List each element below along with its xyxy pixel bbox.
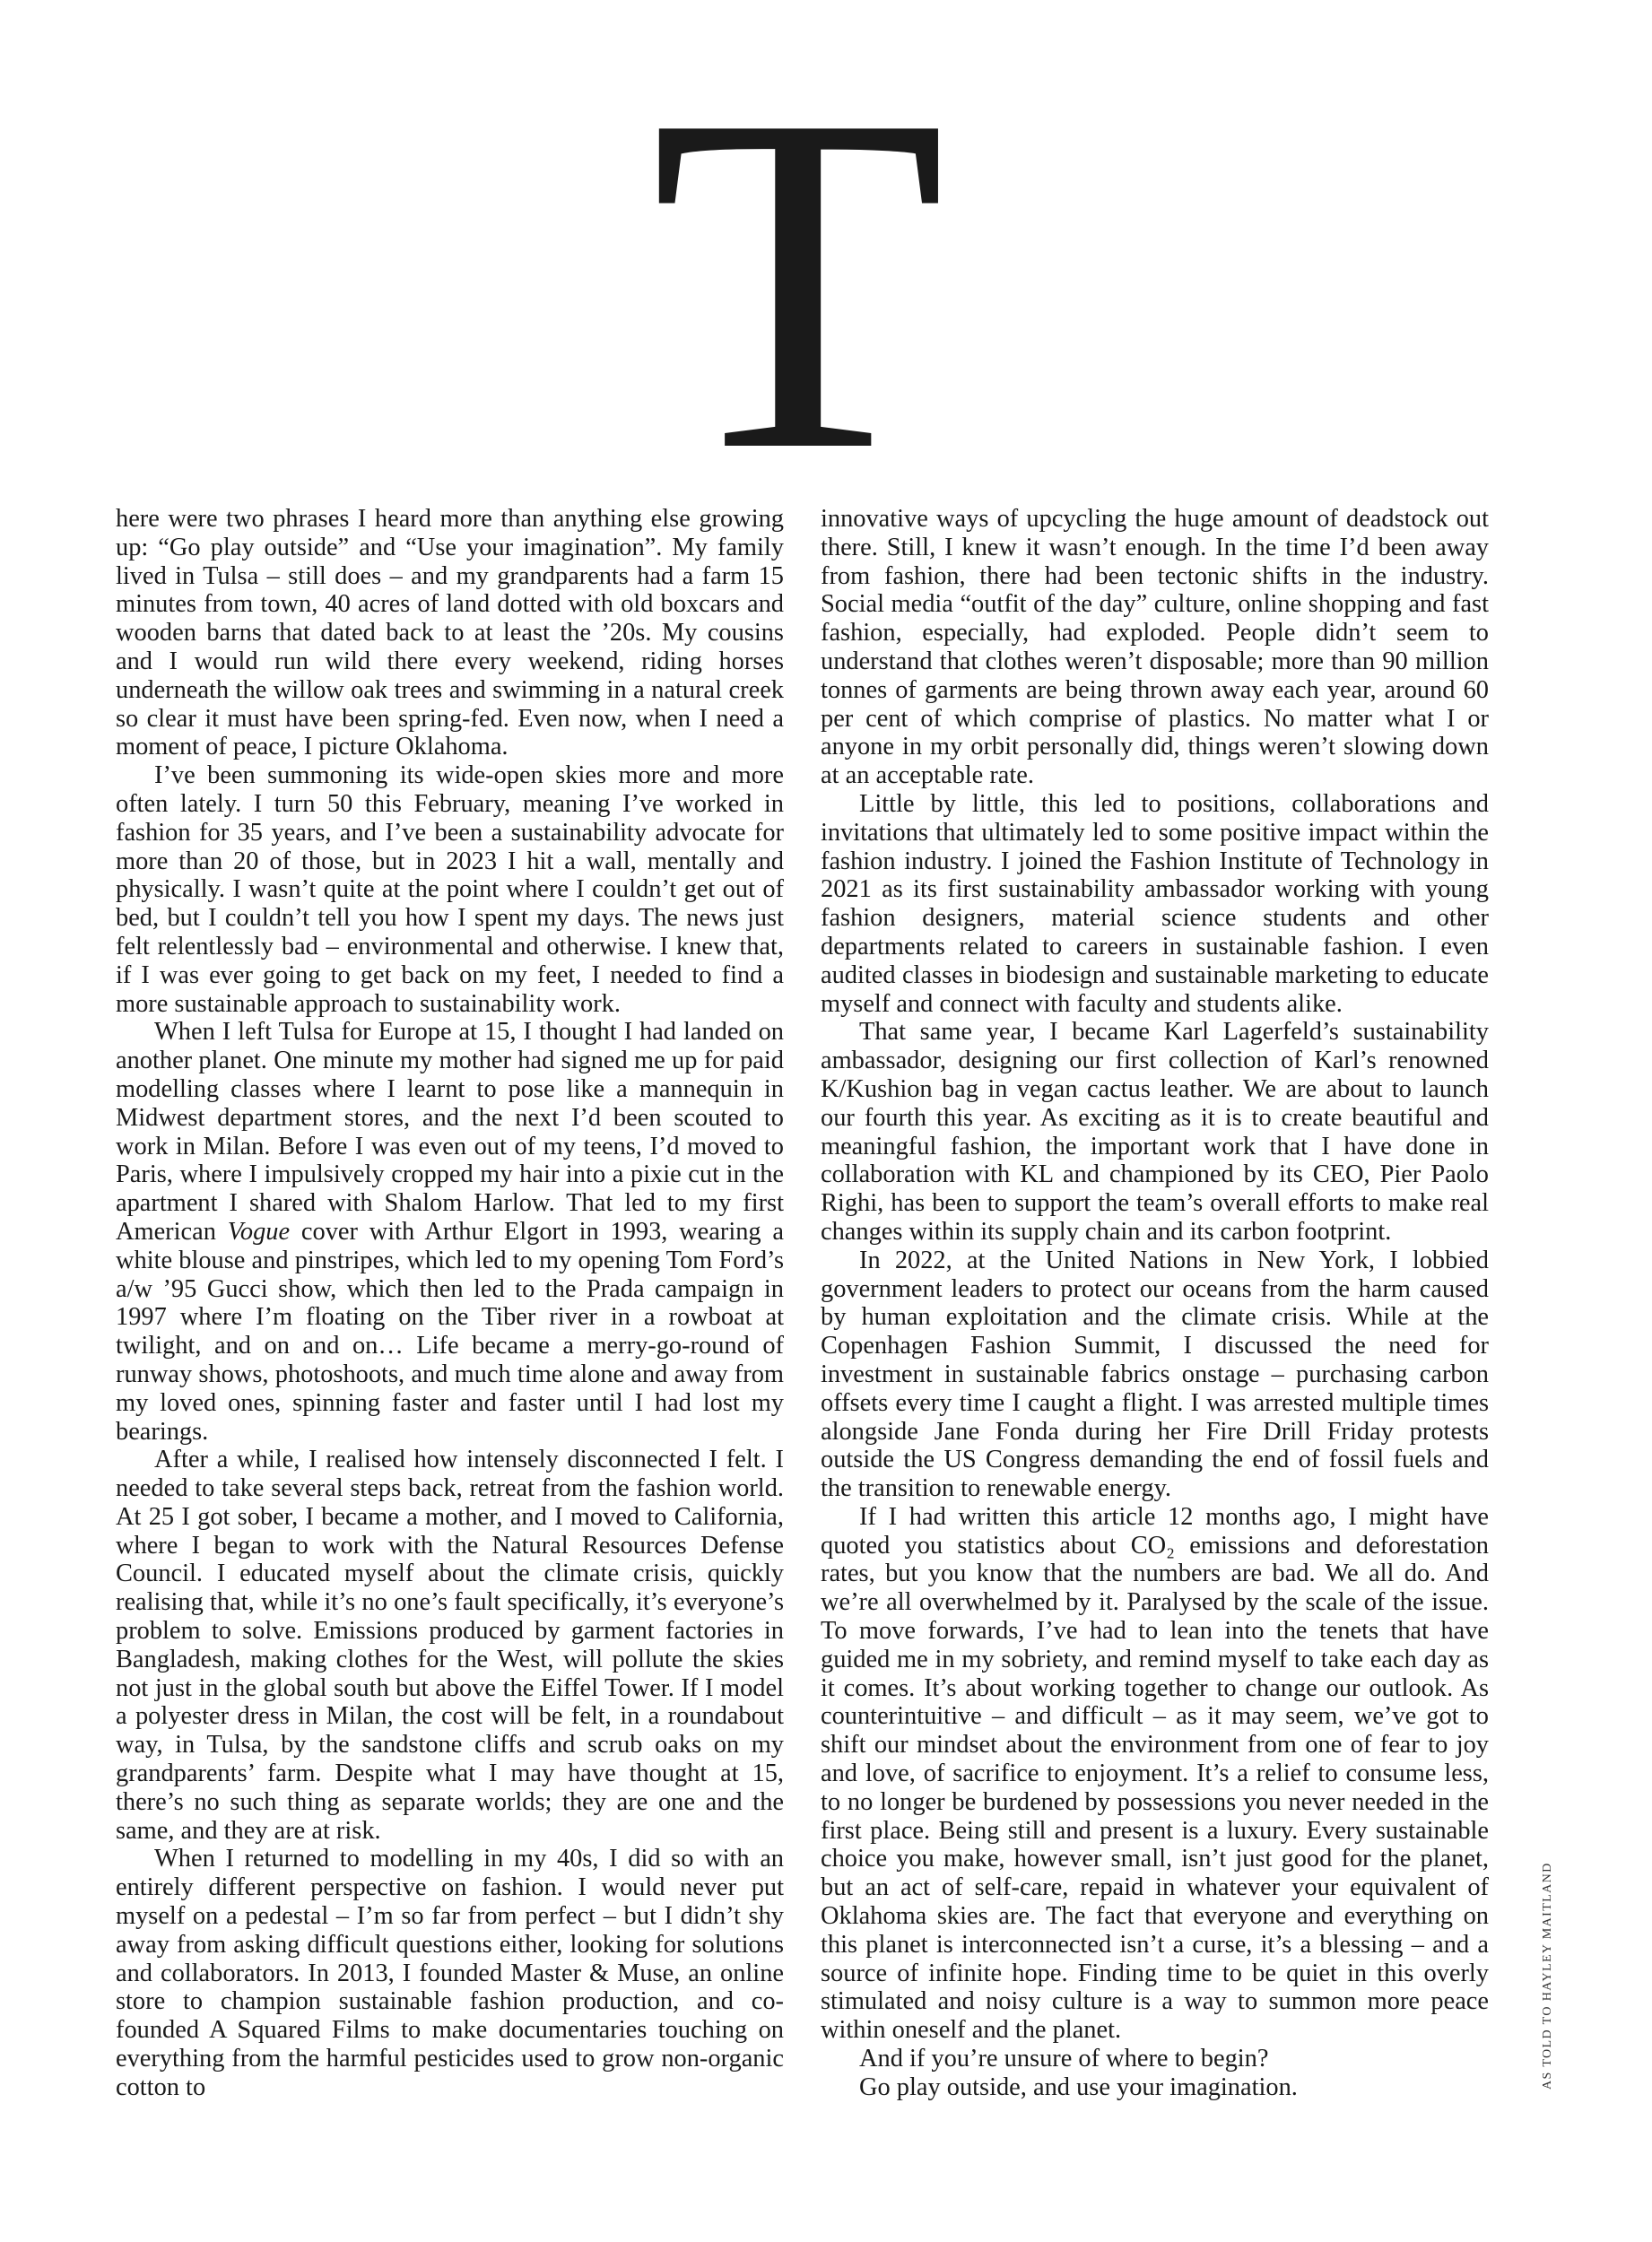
paragraph-text: When I left Tulsa for Europe at 15, I thought I had landed on another planet. One minute my mother had signed me up for paid modelling classes where I learnt to pose like a mannequin in Midwest department stores, and the next I’d been scouted to work in Milan. Before I was even out of my teens, I’d moved to Paris, where I impulsively cropped my hair into a pixie cut in the apartment I shared with Shalom Harlow. That led to my first American	[116, 1018, 784, 1246]
article-column-right	[821, 505, 1489, 2102]
article-paragraph	[116, 1018, 784, 1446]
article-paragraph: If I had written this article 12 months ago, I might have quoted you statistics about CO₂ emissions and deforestation rates, but you know that the numbers are bad. We all do. And we’re all overwhelmed by it. Paralysed by the scale of the issue. To move forwards, I’ve had to lean into the tenets that have guided me in my sobriety, and remind myself to take each day as it comes. It’s about working together to change our outlook. As counterintuitive – and difficult – as it may seem, we’ve got to shift our mindset about the environment from one of fear to joy and love, of sacrifice to enjoyment. It’s a relief to consume less, to no longer be burdened by possessions you never needed in the first place. Being still and present is a luxury. Every sustainable choice you make, however small, isn’t just good for the planet, but an act of self-care, repaid in whatever your equivalent of Oklahoma skies are. The fact that everyone and everything on this planet is interconnected isn’t a curse, it’s a blessing – and a source of infinite hope. Finding time to be quiet in this overly stimulated and noisy culture is a way to summon more peace within oneself and the planet.	[821, 1502, 1489, 2045]
article-paragraph: After a while, I realised how intensely disconnected I felt. I needed to take several steps back, retreat from the fashion world. At 25 I got sober, I became a mother, and I moved to California, where I began to work with the Natural Resources Defense Council. I educated myself about the climate crisis, quickly realising that, while it’s no one’s fault specifically, it’s everyone’s problem to solve. Emissions produced by garment factories in Bangladesh, making clothes for the West, will pollute the skies not just in the global south but above the Eiffel Tower. If I model a polyester dress in Milan, the cost will be felt, in a roundabout way, in Tulsa, by the sandstone cliffs and scrub oaks on my grandparents’ farm. Despite what I may have thought at 15, there’s no such thing as separate worlds; they are one and the same, and they are at risk.	[116, 1446, 784, 1845]
article-paragraph: innovative ways of upcycling the huge amount of deadstock out there. Still, I knew it wasn’t enough. In the time I’d been away from fashion, there had been tectonic shifts in the industry. Social media “outfit of the day” culture, online shopping and fast fashion, especially, had exploded. People didn’t seem to understand that clothes weren’t disposable; more than 90 million tonnes of garments are being thrown away each year, around 60 per cent of which comprise of plastics. No matter what I or anyone in my orbit personally did, things weren’t slowing down at an acceptable rate.	[821, 505, 1489, 790]
drop-cap: T	[650, 14, 946, 551]
article-paragraph: Go play outside, and use your imagination.	[859, 2073, 1298, 2101]
article-paragraph: In 2022, at the United Nations in New York, I lobbied government leaders to protect our oceans from the harm caused by human exploitation and the climate crisis. While at the Copenhagen Fashion Summit, I discussed the need for investment in sustainable fabrics onstage – purchasing carbon offsets every time I caught a flight. I was arrested multiple times alongside Jane Fonda during her Fire Drill Friday protests outside the US Congress demanding the end of fossil fuels and the transition to renewable energy.	[821, 1246, 1489, 1503]
article-paragraph: here were two phrases I heard more than anything else growing up: “Go play outside” and “Use your imagination”. My family lived in Tulsa – still does – and my grandparents had a farm 15 minutes from town, 40 acres of land dotted with old boxcars and wooden barns that dated back to at least the ’20s. My cousins and I would run wild there every weekend, riding horses underneath the willow oak trees and swimming in a natural creek so clear it must have been spring-fed. Even now, when I need a moment of peace, I picture Oklahoma.	[116, 505, 784, 761]
article-paragraph: That same year, I became Karl Lagerfeld’s sustainability ambassador, designing our first collection of Karl’s renowned K/Kushion bag in vegan cactus leather. We are about to launch our fourth this year. As exciting as it is to create beautiful and meaningful fashion, the important work that I have done in collaboration with KL and championed by its CEO, Pier Paolo Righi, has been to support the team’s overall efforts to make real changes within its supply chain and its carbon footprint.	[821, 1018, 1489, 1246]
paragraph-text: cover with Arthur Elgort in 1993, wearing a white blouse and pinstripes, which led to my opening Tom Ford’s a/w ’95 Gucci show, which then led to the Prada campaign in 1997 where I’m floating on the Tiber river in a rowboat at twilight, and on and on… Life became a merry-go-round of runway shows, photoshoots, and much time alone and away from my loved ones, spinning faster and faster until I had lost my bearings.	[116, 1217, 784, 1446]
author-credit: AS TOLD TO HAYLEY MAITLAND	[1541, 1862, 1554, 2090]
article-paragraph: And if you’re unsure of where to begin?	[859, 2045, 1269, 2073]
article-paragraph: When I returned to modelling in my 40s, I did so with an entirely different perspective on fashion. I would never put myself on a pedestal – I’m so far from perfect – but I didn’t shy away from asking difficult questions either, looking for solutions and collaborators. In 2013, I founded Master & Muse, an online store to champion sustainable fashion production, and co-founded A Squared Films to make documentaries touching on everything from the harmful pesticides used to grow non-organic cotton to	[116, 1845, 784, 2101]
article-paragraph: Little by little, this led to positions, collaborations and invitations that ultimately led to some positive impact within the fashion industry. I joined the Fashion Institute of Technology in 2021 as its first sustainability ambassador working with young fashion designers, material science students and other departments related to careers in sustainable fashion. I even audited classes in biodesign and sustainable marketing to educate myself and connect with faculty and students alike.	[821, 789, 1489, 1018]
article-column-left	[116, 505, 784, 2102]
magazine-title: Vogue	[227, 1217, 291, 1246]
article-paragraph: I’ve been summoning its wide-open skies more and more often lately. I turn 50 this February, meaning I’ve worked in fashion for 35 years, and I’ve been a sustainability advocate for more than 20 of those, but in 2023 I hit a wall, mentally and physically. I wasn’t quite at the point where I couldn’t get out of bed, but I couldn’t tell you how I spent my days. The news just felt relentlessly bad – environmental and otherwise. I knew that, if I was ever going to get back on my feet, I needed to find a more sustainable approach to sustainability work.	[116, 761, 784, 1018]
